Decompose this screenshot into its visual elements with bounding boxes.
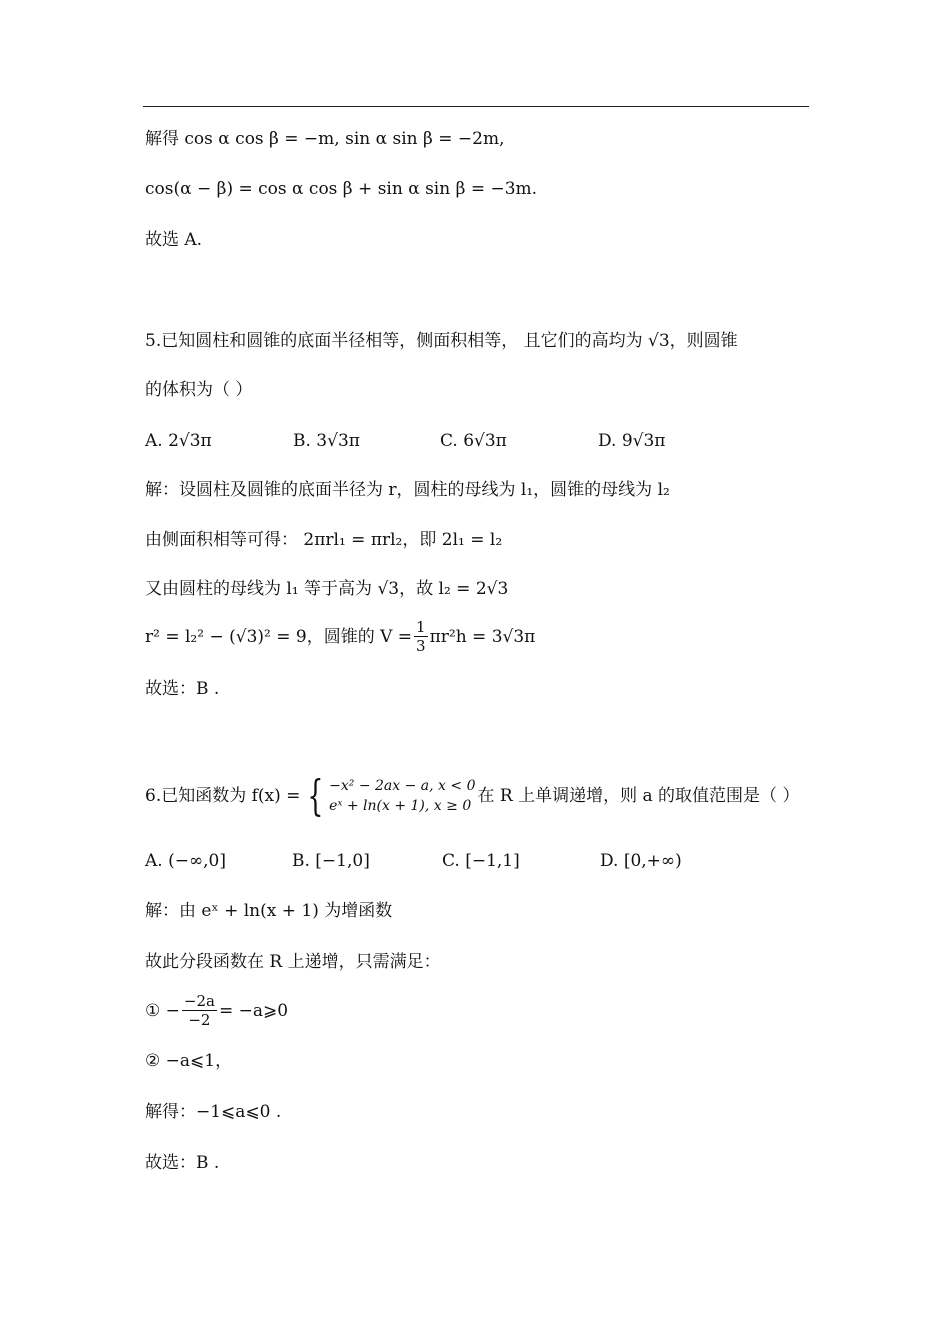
- q6-condition-2: ② −a⩽1，: [145, 1051, 233, 1071]
- q5-solution-line-4: [145, 618, 535, 655]
- q6-solution-line-2: 故此分段函数在 R 上递增，只需满足：: [145, 952, 441, 972]
- solution-line-1: 解得 cos α cos β = −m, sin α sin β = −2m,: [145, 129, 505, 149]
- q6-option-a: A. (−∞,0]: [145, 851, 226, 871]
- q6-suffix: 在 R 上单调递增，则 a 的取值范围是（ ）: [477, 786, 800, 806]
- q5-volume-suffix: πr²h = 3√3π: [429, 626, 536, 647]
- question-5-line-2: 的体积为（ ）: [145, 380, 253, 400]
- axis-fraction: [182, 992, 217, 1029]
- q6-condition-1: [145, 992, 288, 1029]
- answer-a: 故选 A.: [145, 230, 203, 250]
- question-6: [145, 771, 800, 820]
- q5-option-d: D. 9√3π: [598, 431, 666, 451]
- piecewise-function: [302, 771, 476, 820]
- fraction-denominator: −2: [188, 1011, 211, 1029]
- left-brace: {: [307, 771, 324, 820]
- q5-option-b: B. 3√3π: [293, 431, 360, 451]
- q6-option-b: B. [−1,0]: [292, 851, 370, 871]
- q6-option-d: D. [0,+∞): [600, 851, 682, 871]
- q5-solution-line-1: 解：设圆柱及圆锥的底面半径为 r，圆柱的母线为 l₁，圆锥的母线为 l₂: [145, 480, 670, 500]
- one-third-fraction: [414, 618, 428, 655]
- piecewise-case-1: −x² − 2ax − a, x < 0: [329, 778, 476, 794]
- q6-result: 解得：−1⩽a⩽0 .: [145, 1102, 282, 1122]
- q6-answer: 故选：B .: [145, 1153, 220, 1173]
- condition-1-suffix: = −a⩾0: [218, 1000, 289, 1021]
- q6-prefix: 6.已知函数为 f(x) =: [145, 786, 301, 806]
- q5-answer: 故选：B .: [145, 679, 220, 699]
- q5-option-c: C. 6√3π: [440, 431, 507, 451]
- fraction-numerator: −2a: [183, 992, 215, 1010]
- header-rule: [143, 106, 809, 107]
- q5-volume-prefix: r² = l₂² − (√3)² = 9，圆锥的 V =: [145, 626, 413, 647]
- condition-1-prefix: ① −: [145, 1000, 180, 1021]
- fraction-denominator: 3: [416, 637, 426, 655]
- question-5-line-1: 5.已知圆柱和圆锥的底面半径相等，侧面积相等， 且它们的高均为 √3，则圆锥: [145, 331, 738, 351]
- q5-solution-line-2: 由侧面积相等可得： 2πrl₁ = πrl₂，即 2l₁ = l₂: [145, 530, 503, 550]
- q5-solution-line-3: 又由圆柱的母线为 l₁ 等于高为 √3，故 l₂ = 2√3: [145, 579, 509, 599]
- q6-option-c: C. [−1,1]: [442, 851, 520, 871]
- solution-line-2: cos(α − β) = cos α cos β + sin α sin β = −3m.: [145, 179, 538, 199]
- q5-option-a: A. 2√3π: [145, 431, 212, 451]
- q6-solution-line-1: 解：由 eˣ + ln(x + 1) 为增函数: [145, 901, 393, 921]
- piecewise-case-2: eˣ + ln(x + 1), x ≥ 0: [329, 798, 472, 814]
- fraction-numerator: 1: [416, 618, 426, 636]
- piecewise-cases: [329, 776, 475, 816]
